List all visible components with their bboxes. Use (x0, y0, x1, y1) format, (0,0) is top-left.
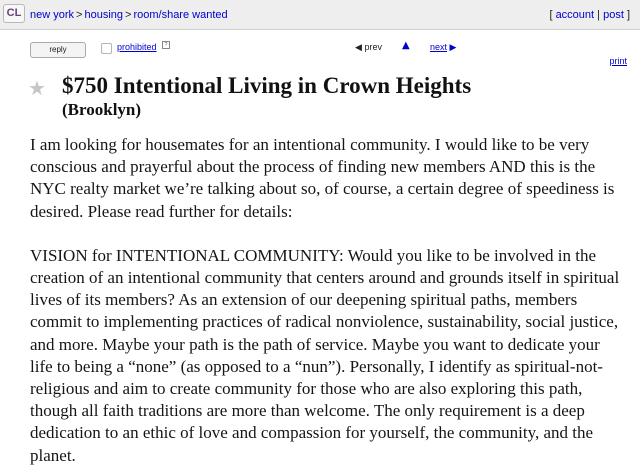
post-link[interactable]: post (603, 9, 624, 21)
bracket-close: ] (626, 9, 630, 21)
help-icon[interactable]: ? (162, 41, 170, 49)
breadcrumb-housing[interactable]: housing (84, 9, 124, 21)
posting-paragraph: I am looking for housemates for an intentional community. I would like to be very conscious and prayerful about the process of finding new members AND this is the NYC realty market we’re talking about so, of course, a certain degree of speediness is desired. Please read further for details: (30, 135, 615, 221)
star-icon[interactable]: ★ (28, 76, 46, 100)
prohibited-flag-checkbox[interactable] (101, 43, 112, 54)
posting-body (30, 134, 626, 467)
prev-label: prev (364, 42, 382, 52)
right-triangle-icon: ▶ (449, 43, 457, 53)
next-label: next (430, 42, 448, 52)
top-bar (0, 0, 640, 30)
account-link[interactable]: account (555, 9, 595, 21)
prev-nav[interactable] (355, 42, 382, 53)
prohibited-flag-link[interactable]: prohibited (117, 42, 157, 52)
bracket-open: [ (549, 9, 553, 21)
reply-button[interactable]: reply (30, 42, 86, 58)
breadcrumb-room-share-wanted[interactable]: room/share wanted (133, 9, 228, 21)
account-nav (549, 9, 630, 21)
up-triangle-icon[interactable]: ▲ (402, 40, 410, 51)
breadcrumb-separator: > (76, 9, 83, 21)
posting-title: $750 Intentional Living in Crown Heights (62, 73, 472, 98)
posting-location: (Brooklyn) (62, 100, 142, 119)
breadcrumb-separator: > (125, 9, 132, 21)
left-triangle-icon: ◀ (355, 43, 362, 53)
next-nav[interactable] (430, 42, 456, 53)
breadcrumb (30, 9, 228, 21)
craigslist-logo[interactable]: CL (3, 4, 25, 23)
nav-divider: | (597, 9, 601, 21)
posting-paragraph: VISION for INTENTIONAL COMMUNITY: Would you like to be involved in the creation of an intentional community that centers around and grounds itself in spiritual lives of its members? As an extension of our deepening spiritual paths, members commit to implementing practices of radical nonviolence, sustainability, social justice, and more. Maybe your path is the path of service. Maybe you want to dedicate your life to being a “none” (as opposed to a “nun”). Personally, I identify as spiritual-not-religious and aim to create community for those who are also exploring this path, though all faith traditions are more than welcome. The only requirement is a deep dedication to an ethic of love and compassion for yourself, the community, and the planet. (30, 245, 620, 465)
print-link[interactable]: print (609, 56, 627, 66)
breadcrumb-city[interactable]: new york (30, 9, 75, 21)
